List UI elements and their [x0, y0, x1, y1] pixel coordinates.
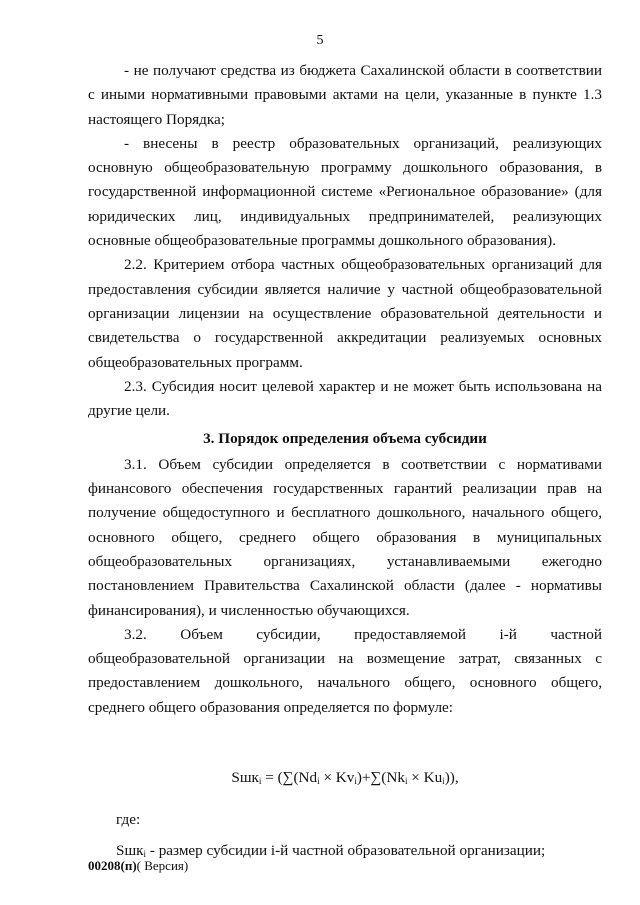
paragraph-3-2-first-line: 3.2. Объем субсидии, предоставляемой i-й частной: [124, 625, 602, 643]
section-heading: 3. Порядок определения объема субсидии: [203, 430, 487, 448]
paragraph-bullet-2: - внесены в реестр образовательных организаций, реализующих основную общеобразовательную программу дошкольного образования, в государственной информационной системе «Региональное образование» (для юридических лиц, индивидуальных предпринимателей, реализующих основные общеобразовательные программы дошкольного образования).: [88, 134, 602, 250]
paragraph-bullet-1: - не получают средства из бюджета Сахалинской области в соответствии с иными нормативными правовыми актами на цели, указанные в пункте 1.3 настоящего Порядка;: [88, 62, 602, 128]
footer-version-label: ( Версия): [136, 858, 189, 873]
definition-sshk: Sшк$_i$ - размер субсидии i-й частной образовательной организации;: [116, 841, 546, 859]
paragraph-3-2-rest: общеобразовательной организации на возмещение затрат, связанных с предоставлением дошкольного, начального общего, основного общего, среднего общего образования определяется по формуле:: [88, 650, 602, 716]
where-label: где:: [116, 811, 141, 829]
paragraph-2-3: 2.3. Субсидия носит целевой характер и не может быть использована на другие цели.: [88, 377, 602, 420]
document-footer: [88, 858, 188, 874]
footer-code: 00208(п): [88, 858, 137, 873]
document-body: [88, 59, 602, 863]
subsidy-formula: $Sшк_i = (\sum(Nd_i \times Kv_i)+\sum(Nk_i \times Ku_i))$,: [231, 769, 459, 787]
page-number: 5: [316, 33, 324, 48]
paragraph-3-1: 3.1. Объем субсидии определяется в соответствии с нормативами финансового обеспечения государственных гарантий реализации прав на получение общедоступного и бесплатного дошкольного, начального общего, основного общего, среднего общего образования в муниципальных общеобразовательных организациях, устанавливаемыми ежегодно постановлением Правительства Сахалинской области (далее - нормативы финансирования), и численностью обучающихся.: [88, 455, 602, 619]
paragraph-2-2: 2.2. Критерием отбора частных общеобразовательных организаций для предоставления субсидии является наличие у частной общеобразовательной организации лицензии на осуществление образовательной деятельности и свидетельства о государственной аккредитации реализуемых основных общеобразовательных программ.: [88, 256, 602, 371]
